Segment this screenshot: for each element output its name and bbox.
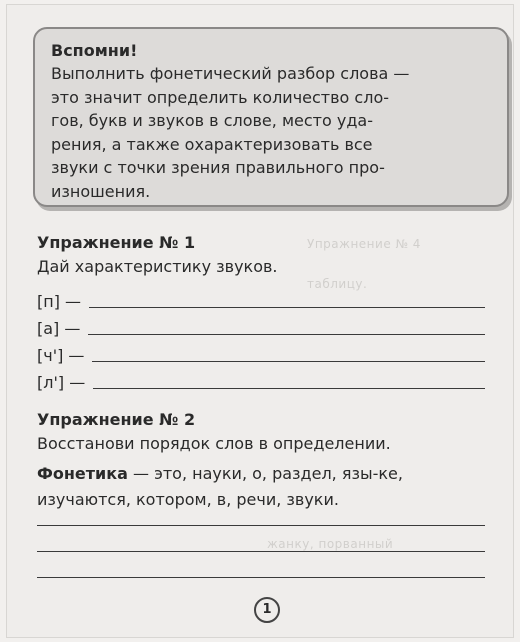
bleed-through-text: таблицу.: [307, 277, 368, 291]
definition-term: Фонетика: [37, 464, 128, 483]
sound-label: [л'] —: [37, 373, 86, 392]
answer-line: [88, 334, 485, 335]
sound-label: [п] —: [37, 292, 82, 311]
sound-row: [37, 370, 485, 392]
answer-line: [37, 577, 485, 578]
workbook-page: [6, 4, 514, 638]
sound-row: [37, 316, 485, 338]
exercise-2-title: Упражнение № 2: [37, 410, 196, 429]
bleed-through-text: жанку, порванный: [267, 537, 394, 551]
remember-text: Выполнить фонетический разбор слова — это значит определить количество сло- гов, букв и звуков в слове, место уда- рения, а также охарактеризовать все звуки с точки зрения правильного про- изношения.: [51, 64, 410, 201]
sound-row: [37, 289, 485, 311]
answer-line: [37, 551, 485, 552]
remember-title: Вспомни!: [51, 41, 138, 60]
answer-line: [37, 525, 485, 526]
page-number: 1: [254, 597, 280, 623]
bleed-through-text: Упражнение № 4: [307, 237, 421, 251]
answer-line: [89, 307, 485, 308]
sound-label: [а] —: [37, 319, 81, 338]
exercise-1-instruction: Дай характеристику звуков.: [37, 257, 278, 276]
sound-row: [37, 343, 485, 365]
exercise-2-instruction: Восстанови порядок слов в определении.: [37, 434, 391, 453]
definition-text: [37, 461, 485, 513]
definition-words: — это, науки, о, раздел, язы-ке, изучаются, котором, в, речи, звуки.: [37, 464, 403, 509]
sound-label: [ч'] —: [37, 346, 85, 365]
remember-box: [33, 27, 509, 207]
answer-line: [92, 361, 485, 362]
exercise-1-title: Упражнение № 1: [37, 233, 196, 252]
answer-line: [93, 388, 485, 389]
